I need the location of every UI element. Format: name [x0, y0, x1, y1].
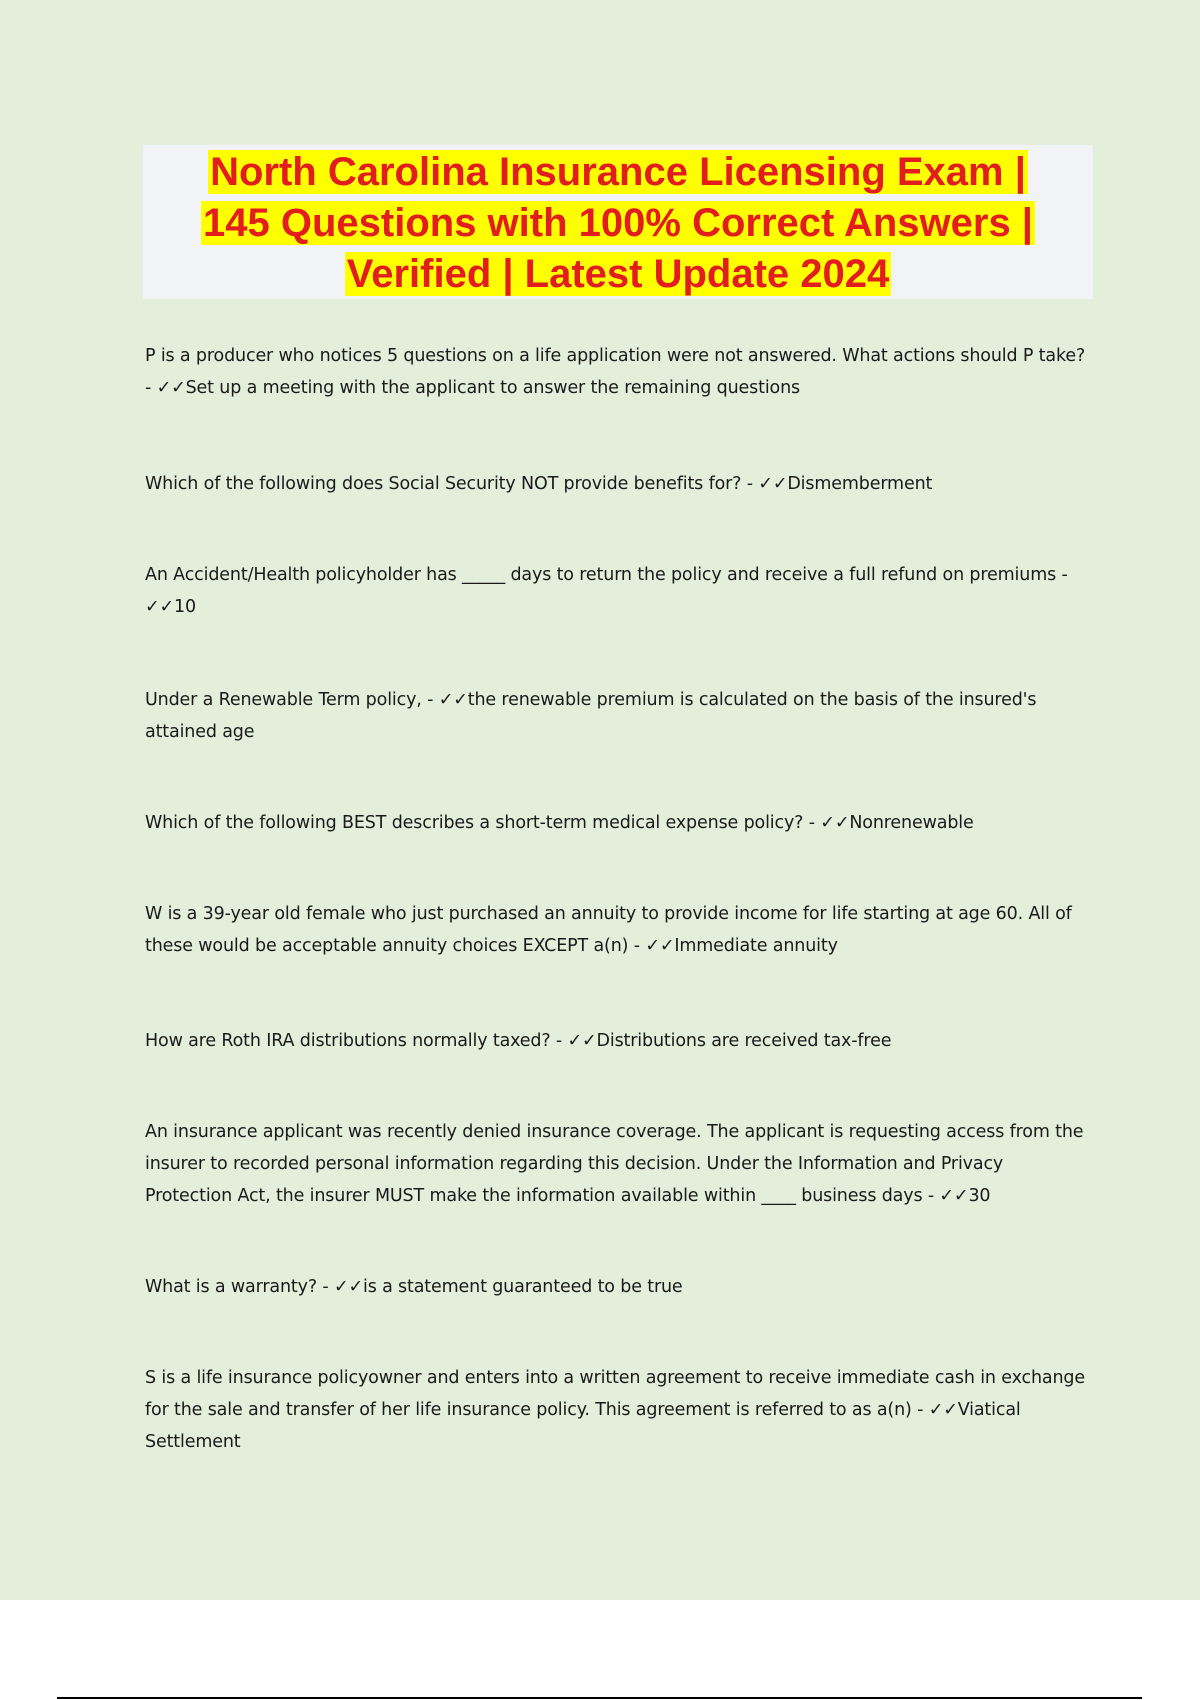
qa-item-8: An insurance applicant was recently denied insurance coverage. The applicant is requesting access from the insurer to recorded personal information regarding this decision. Under the Information and Privacy Protection Act, the insurer MUST make the information available within ____ business days - ✓✓30	[145, 1122, 1084, 1206]
qa-item-2: Which of the following does Social Security NOT provide benefits for? - ✓✓Dismemberment	[145, 474, 933, 494]
document-title	[143, 145, 1093, 299]
qa-item-4: Under a Renewable Term policy, - ✓✓the renewable premium is calculated on the basis of the insured's attained age	[145, 690, 1037, 742]
qa-item-1: P is a producer who notices 5 questions on a life application were not answered. What actions should P take? - ✓✓Set up a meeting with the applicant to answer the remaining questions	[145, 346, 1086, 398]
title-line-3: Verified | Latest Update 2024	[346, 252, 890, 296]
qa-item-3: An Accident/Health policyholder has _____ days to return the policy and receive a full refund on premiums - ✓✓10	[145, 565, 1068, 617]
qa-item-6: W is a 39-year old female who just purchased an annuity to provide income for life starting at age 60. All of these would be acceptable annuity choices EXCEPT a(n) - ✓✓Immediate annuity	[145, 904, 1072, 956]
qa-item-7: How are Roth IRA distributions normally taxed? - ✓✓Distributions are received tax-free	[145, 1031, 892, 1051]
qa-item-9: What is a warranty? - ✓✓is a statement guaranteed to be true	[145, 1277, 683, 1297]
title-line-2: 145 Questions with 100% Correct Answers |	[203, 201, 1033, 245]
footer-divider	[57, 1697, 1142, 1699]
title-line-1: North Carolina Insurance Licensing Exam |	[210, 150, 1026, 194]
qa-item-10: S is a life insurance policyowner and enters into a written agreement to receive immediate cash in exchange for the sale and transfer of her life insurance policy. This agreement is referred to as a(n) - ✓✓Viatical Settlement	[145, 1368, 1085, 1452]
qa-item-5: Which of the following BEST describes a short-term medical expense policy? - ✓✓Nonrenewable	[145, 813, 974, 833]
